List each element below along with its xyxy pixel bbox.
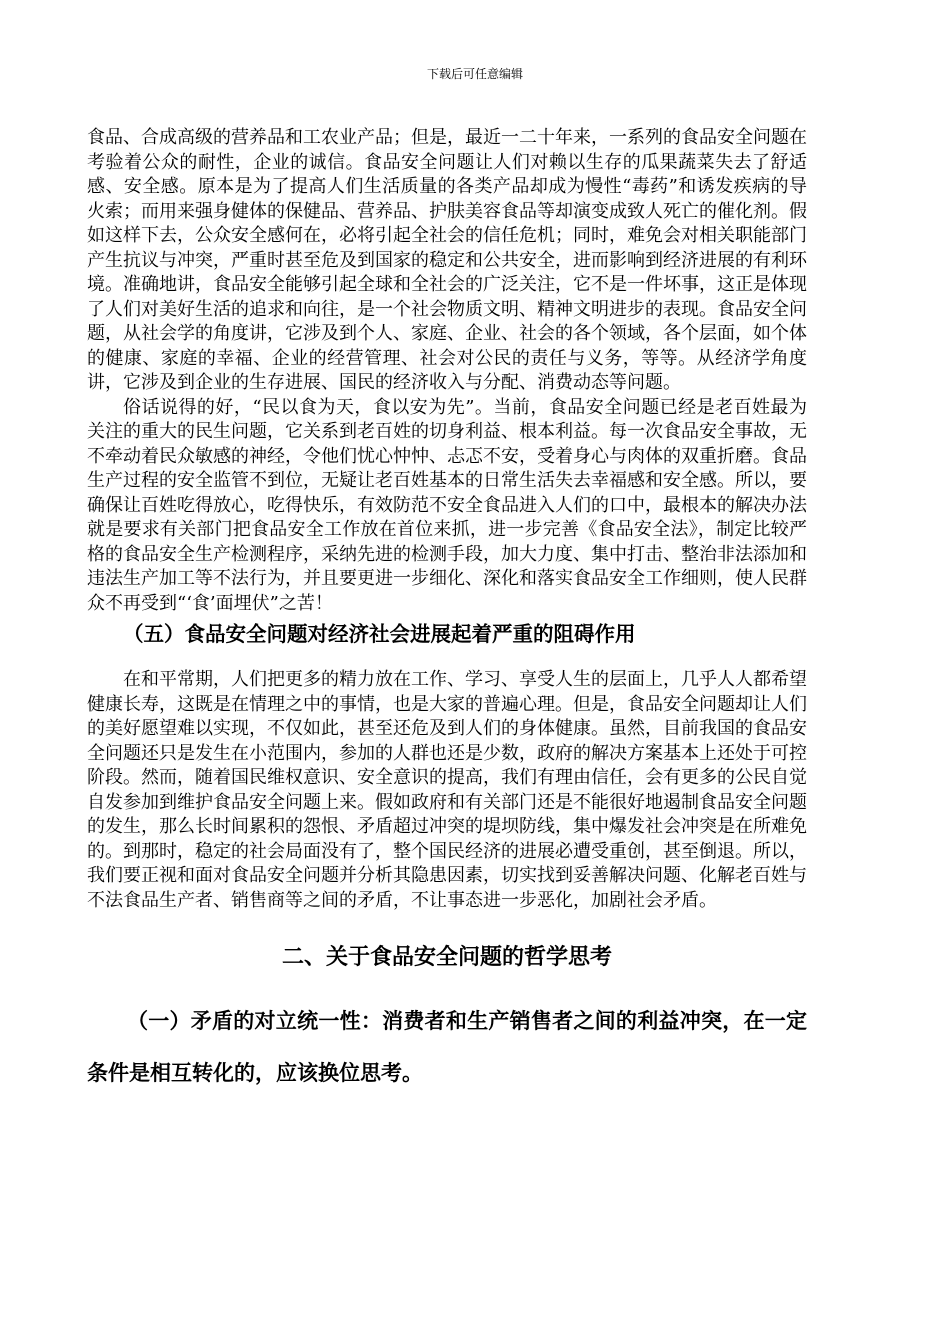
document-body [87, 126, 807, 1099]
paragraph-food-safety-public-trust: 食品、合成高级的营养品和工农业产品；但是，最近一二十年来，一系列的食品安全问题在考验着公众的耐性，企业的诚信。食品安全问题让人们对赖以生存的瓜果蔬菜失去了舒适感、安全感。原本是为了提高人们生活质量的各类产品却成为慢性“毒药”和诱发疾病的导火索；而用来强身健体的保健品、营养品、护肤美容食品等却演变成致人死亡的催化剂。假如这样下去，公众安全感何在，必将引起全社会的信任危机；同时，难免会对相关职能部门产生抗议与冲突，严重时甚至危及到国家的稳定和公共安全，进而影响到经济进展的有利环境。准确地讲，食品安全能够引起全球和全社会的广泛关注，它不是一件坏事，这正是体现了人们对美好生活的追求和向往，是一个社会物质文明、精神文明进步的表现。食品安全问题，从社会学的角度讲，它涉及到个人、家庭、企业、社会的各个领域，各个层面，如个体的健康、家庭的幸福、企业的经营管理、社会对公民的责任与义务，等等。从经济学角度讲，它涉及到企业的生存进展、国民的经济收入与分配、消费动态等问题。 [87, 127, 807, 393]
subheading-economic-impact: （五）食品安全问题对经济社会进展起着严重的阻碍作用 [123, 622, 636, 646]
paragraph-food-is-heaven: 俗话说得的好，“民以食为天，食以安为先”。当前，食品安全问题已经是老百姓最为关注的重大的民生问题，它关系到老百姓的切身利益、根本利益。每一次食品安全事故，无不牵动着民众敏感的神经，令他们忧心忡忡、忐忑不安，受着身心与肉体的双重折磨。食品生产过程的安全监管不到位，无疑让老百姓基本的日常生活失去幸福感和安全感。所以，要确保让百姓吃得放心，吃得快乐，有效防范不安全食品进入人们的口中，最根本的解决办法就是要求有关部门把食品安全工作放在首位来抓，进一步完善《食品安全法》，制定比较严格的食品安全生产检测程序，采纳先进的检测手段，加大力度、集中打击、整治非法添加和违法生产加工等不法行为，并且要更进一步细化、深化和落实食品安全工作细则，使人民群众不再受到“‘食’面埋伏”之苦！ [87, 396, 807, 614]
page-header-note: 下载后可任意编辑 [426, 67, 523, 81]
section-title-philosophy: 二、关于食品安全问题的哲学思考 [281, 945, 612, 970]
paragraph-peace-time-health: 在和平常期，人们把更多的精力放在工作、学习、享受人生的层面上，几乎人人都希望健康长寿，这既是在情理之中的事情，也是大家的普遍心理。但是，食品安全问题却让人们的美好愿望难以实现，不仅如此，甚至还危及到人们的身体健康。虽然，目前我国的食品安全问题还只是发生在小范围内，参加的人群也还是少数，政府的解决方案基本上还处于可控阶段。然而，随着国民维权意识、安全意识的提高，我们有理由信任，会有更多的公民自觉自发参加到维护食品安全问题上来。假如政府和有关部门还是不能很好地遏制食品安全问题的发生，那么长时间累积的怨恨、矛盾超过冲突的堤坝防线，集中爆发社会冲突是在所难免的。到那时，稳定的社会局面没有了，整个国民经济的进展必遭受重创，甚至倒退。所以，我们要正视和面对食品安全问题并分析其隐患因素，切实找到妥善解决问题、化解老百姓与不法食品生产者、销售商等之间的矛盾，不让事态进一步恶化，加剧社会矛盾。 [87, 669, 807, 911]
subheading-contradiction-unity: （一）矛盾的对立统一性：消费者和生产销售者之间的利益冲突，在一定条件是相互转化的，应该换位思考。 [87, 1009, 807, 1085]
